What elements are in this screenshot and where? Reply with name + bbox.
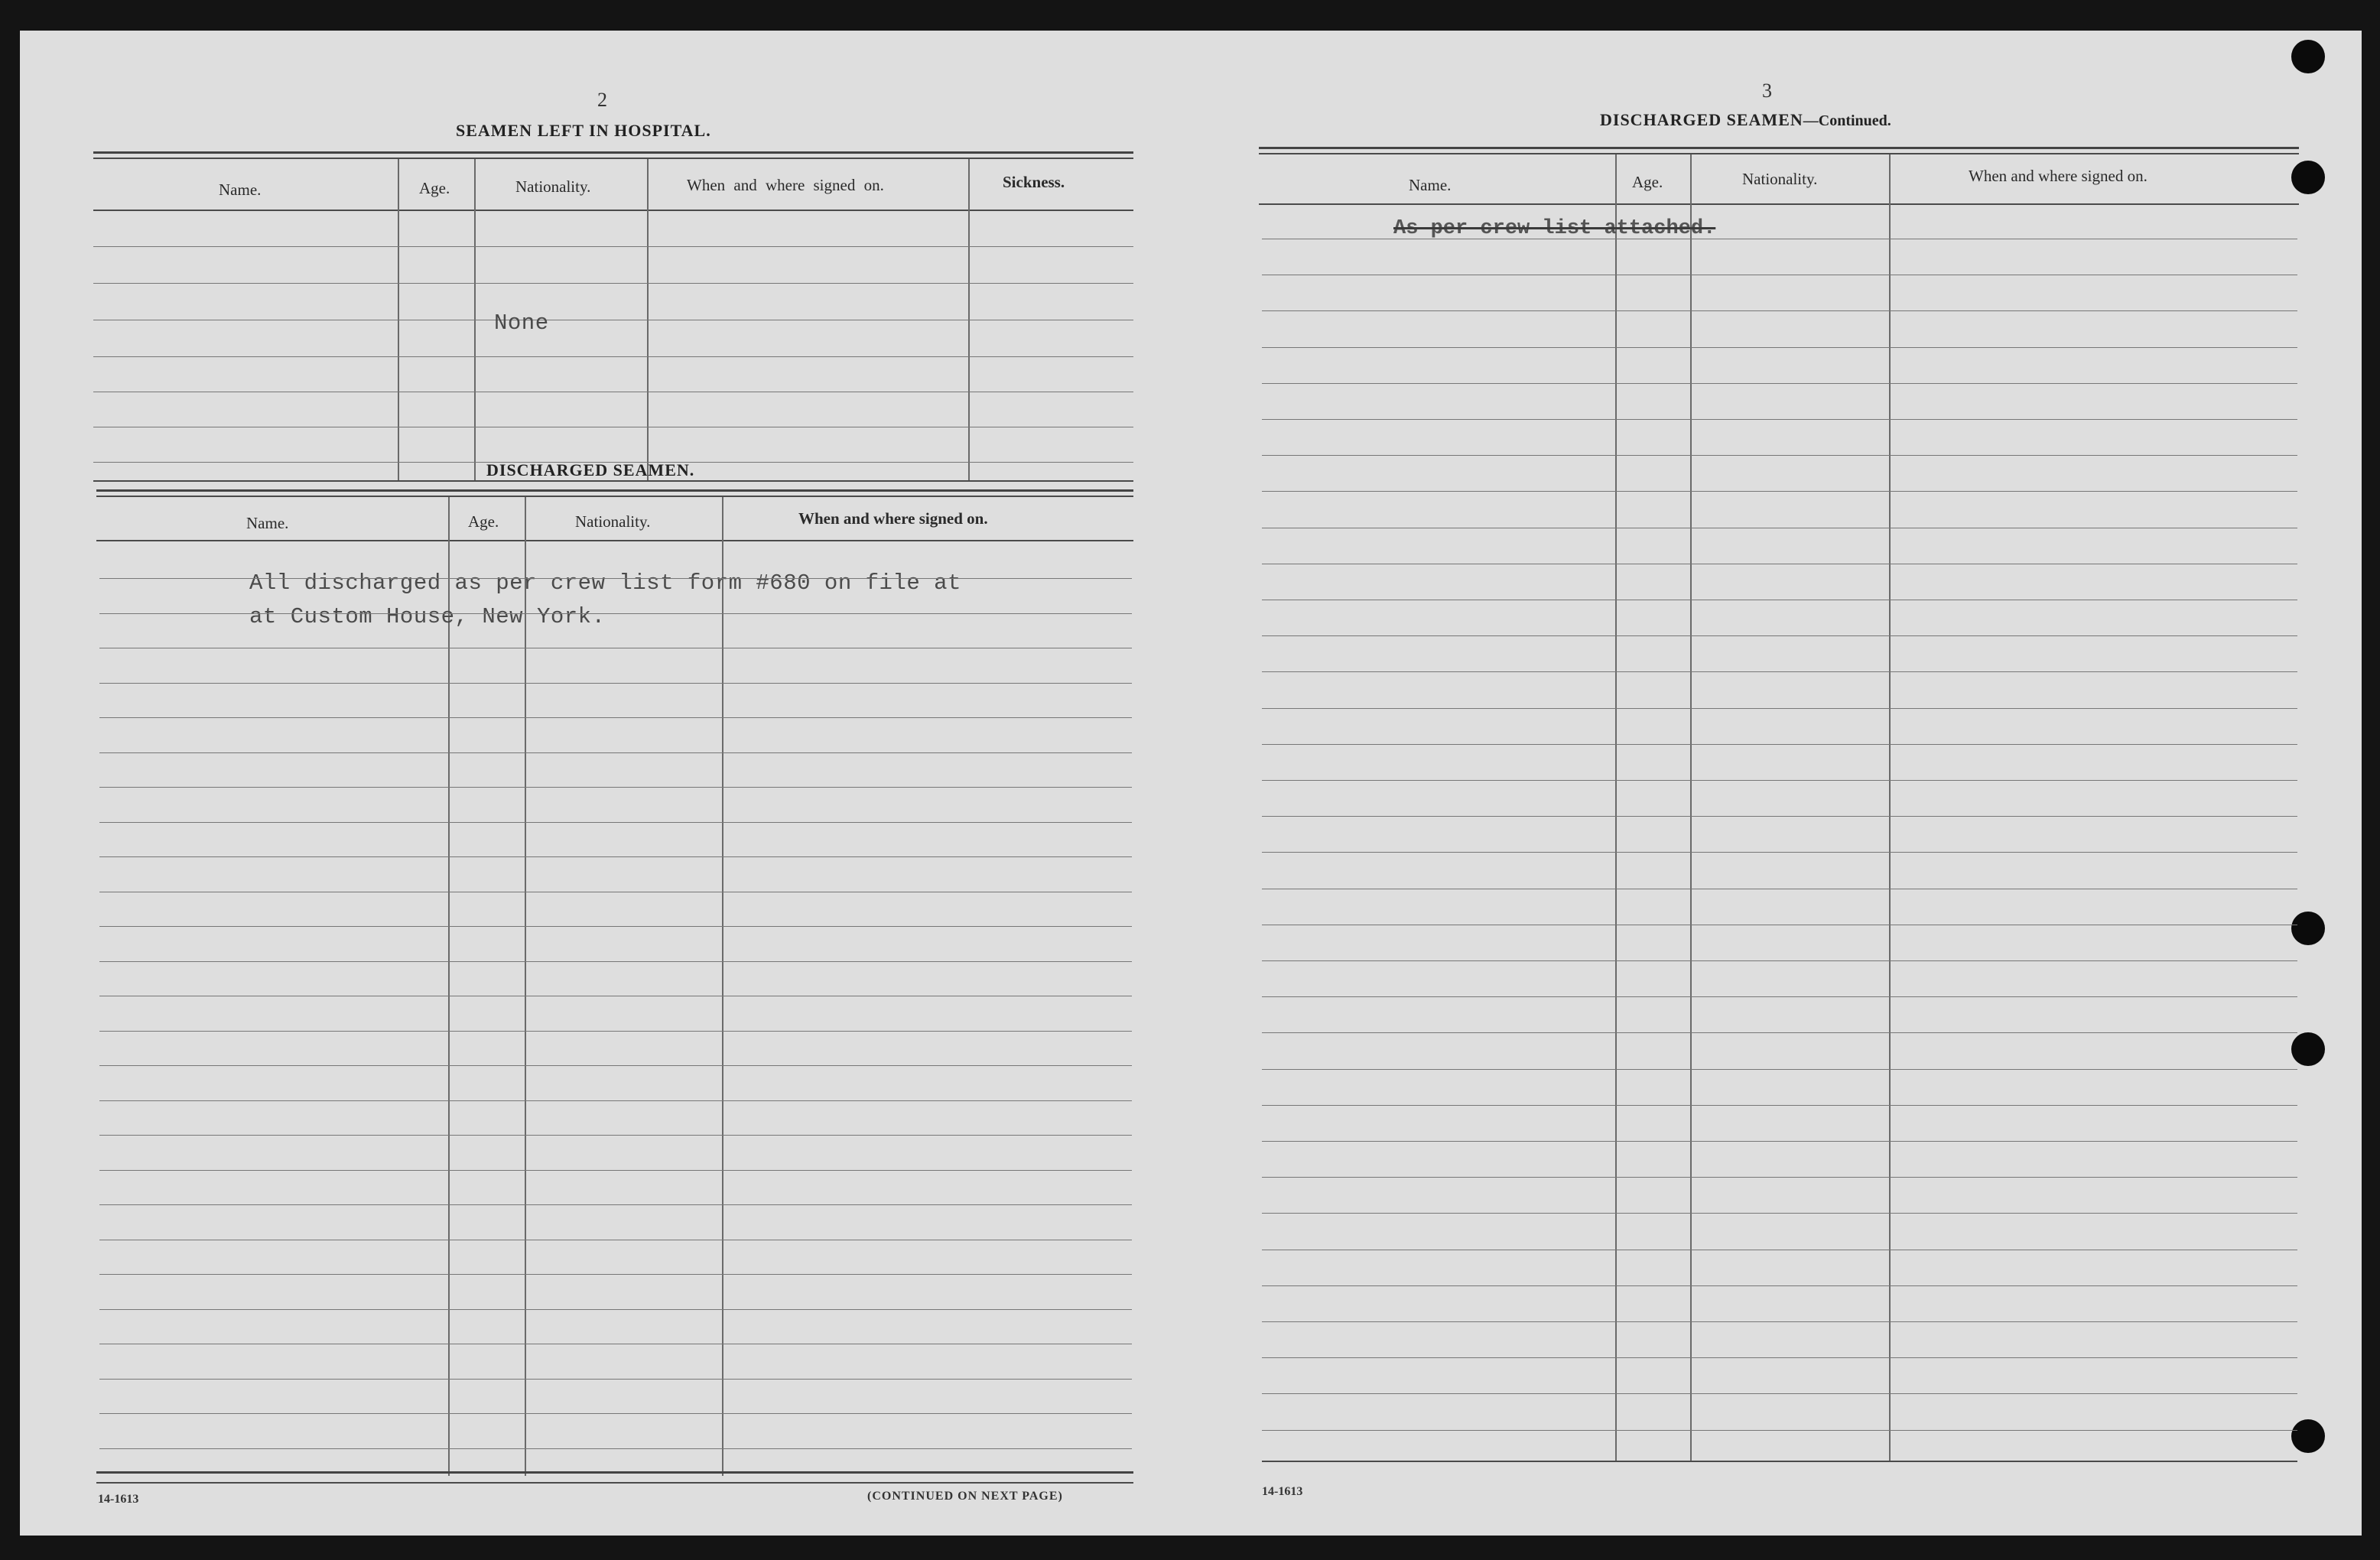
row-rule: [99, 1309, 1132, 1310]
row-rule: [99, 1065, 1132, 1066]
row-rule: [1262, 347, 2297, 348]
row-rule: [99, 1379, 1132, 1380]
discharged-table-top-rule: [96, 489, 1133, 492]
right-col-divider: [1889, 154, 1891, 1462]
row-rule: [99, 1170, 1132, 1171]
row-rule: [1262, 960, 2297, 961]
right-title-continued: —Continued.: [1803, 112, 1891, 129]
row-rule: [99, 1274, 1132, 1275]
row-rule: [1262, 383, 2297, 384]
discharged-table-bottom-rule: [96, 1471, 1133, 1474]
row-rule: [1262, 1069, 2297, 1070]
row-rule: [99, 1448, 1132, 1449]
discharged-col-divider: [448, 497, 450, 1476]
row-rule: [1262, 1321, 2297, 1322]
right-table-bottom-rule: [1262, 1461, 2297, 1462]
right-col-signed-on: When and where signed on.: [1969, 167, 2148, 185]
row-rule: [1262, 1357, 2297, 1358]
discharged-col-age: Age.: [468, 512, 499, 531]
binder-hole: [2291, 1419, 2325, 1453]
row-rule: [99, 856, 1132, 857]
binder-hole: [2291, 912, 2325, 945]
row-rule: [99, 1204, 1132, 1205]
discharged-entry-line-1: All discharged as per crew list form #680 on file at: [249, 570, 961, 596]
row-rule: [1262, 491, 2297, 492]
row-rule: [1262, 1285, 2297, 1286]
hospital-row-rule: [93, 356, 1133, 357]
hospital-row-rule: [93, 246, 1133, 247]
row-rule: [1262, 635, 2297, 636]
row-rule: [1262, 816, 2297, 817]
row-rule: [1262, 996, 2297, 997]
hospital-section-title: SEAMEN LEFT IN HOSPITAL.: [456, 121, 711, 140]
row-rule: [1262, 310, 2297, 311]
continued-note: (CONTINUED ON NEXT PAGE): [867, 1490, 1063, 1503]
document-sheet: [20, 31, 2362, 1536]
right-col-nationality: Nationality.: [1742, 170, 1818, 188]
row-rule: [1262, 1032, 2297, 1033]
hospital-col-nationality: Nationality.: [515, 177, 591, 196]
row-rule: [99, 683, 1132, 684]
right-col-divider: [1690, 154, 1692, 1462]
hospital-col-name: Name.: [219, 180, 262, 199]
row-rule: [1262, 1213, 2297, 1214]
right-col-name: Name.: [1409, 176, 1452, 194]
right-col-age: Age.: [1632, 173, 1663, 191]
row-rule: [99, 613, 1132, 614]
hospital-col-sickness: Sickness.: [1003, 173, 1065, 191]
left-page-footer-rule: [96, 1482, 1133, 1484]
row-rule: [1262, 1430, 2297, 1431]
left-form-number: 14-1613: [98, 1493, 139, 1506]
row-rule: [99, 1100, 1132, 1101]
row-rule: [99, 926, 1132, 927]
row-rule: [1262, 852, 2297, 853]
struck-crew-list-entry: As per crew list attached.: [1393, 217, 1716, 240]
row-rule: [1262, 708, 2297, 709]
right-table-top-rule-2: [1259, 153, 2299, 154]
discharged-table-top-rule-2: [96, 496, 1133, 497]
row-rule: [1262, 1393, 2297, 1394]
row-rule: [1262, 419, 2297, 420]
hospital-entry-none: None: [494, 310, 549, 336]
hospital-col-signed-on: When and where signed on.: [687, 176, 884, 194]
binder-hole: [2291, 1032, 2325, 1066]
discharged-section-title: DISCHARGED SEAMEN.: [486, 460, 695, 479]
hospital-table-bottom-rule: [93, 480, 1133, 482]
right-title-main: DISCHARGED SEAMEN: [1600, 110, 1803, 129]
row-rule: [1262, 671, 2297, 672]
discharged-col-divider: [722, 497, 723, 1476]
binder-hole: [2291, 40, 2325, 73]
row-rule: [99, 961, 1132, 962]
discharged-col-name: Name.: [246, 514, 289, 532]
right-page-number: 3: [1762, 80, 1772, 102]
row-rule: [1262, 455, 2297, 456]
discharged-col-signed-on: When and where signed on.: [798, 509, 988, 528]
hospital-col-age: Age.: [419, 179, 450, 197]
row-rule: [1262, 780, 2297, 781]
row-rule: [99, 1031, 1132, 1032]
row-rule: [1262, 744, 2297, 745]
hospital-header-rule: [93, 210, 1133, 211]
discharged-col-nationality: Nationality.: [575, 512, 651, 531]
right-table-top-rule: [1259, 147, 2299, 149]
row-rule: [1262, 1105, 2297, 1106]
row-rule: [1262, 1177, 2297, 1178]
right-page-title: [1600, 110, 1891, 130]
row-rule: [99, 1135, 1132, 1136]
discharged-col-divider: [525, 497, 526, 1476]
hospital-table-top-rule-2: [93, 158, 1133, 159]
row-rule: [99, 578, 1132, 579]
hospital-table-top-rule: [93, 151, 1133, 154]
right-col-divider: [1615, 154, 1617, 1462]
right-form-number: 14-1613: [1262, 1485, 1303, 1498]
row-rule: [99, 1413, 1132, 1414]
left-page-number: 2: [597, 89, 607, 111]
row-rule: [99, 787, 1132, 788]
row-rule: [99, 717, 1132, 718]
hospital-row-rule: [93, 283, 1133, 284]
right-header-rule: [1259, 203, 2299, 205]
binder-hole: [2291, 161, 2325, 194]
row-rule: [99, 822, 1132, 823]
row-rule: [99, 752, 1132, 753]
discharged-entry-line-2: at Custom House, New York.: [249, 604, 606, 629]
row-rule: [1262, 1141, 2297, 1142]
discharged-header-rule: [96, 540, 1133, 541]
